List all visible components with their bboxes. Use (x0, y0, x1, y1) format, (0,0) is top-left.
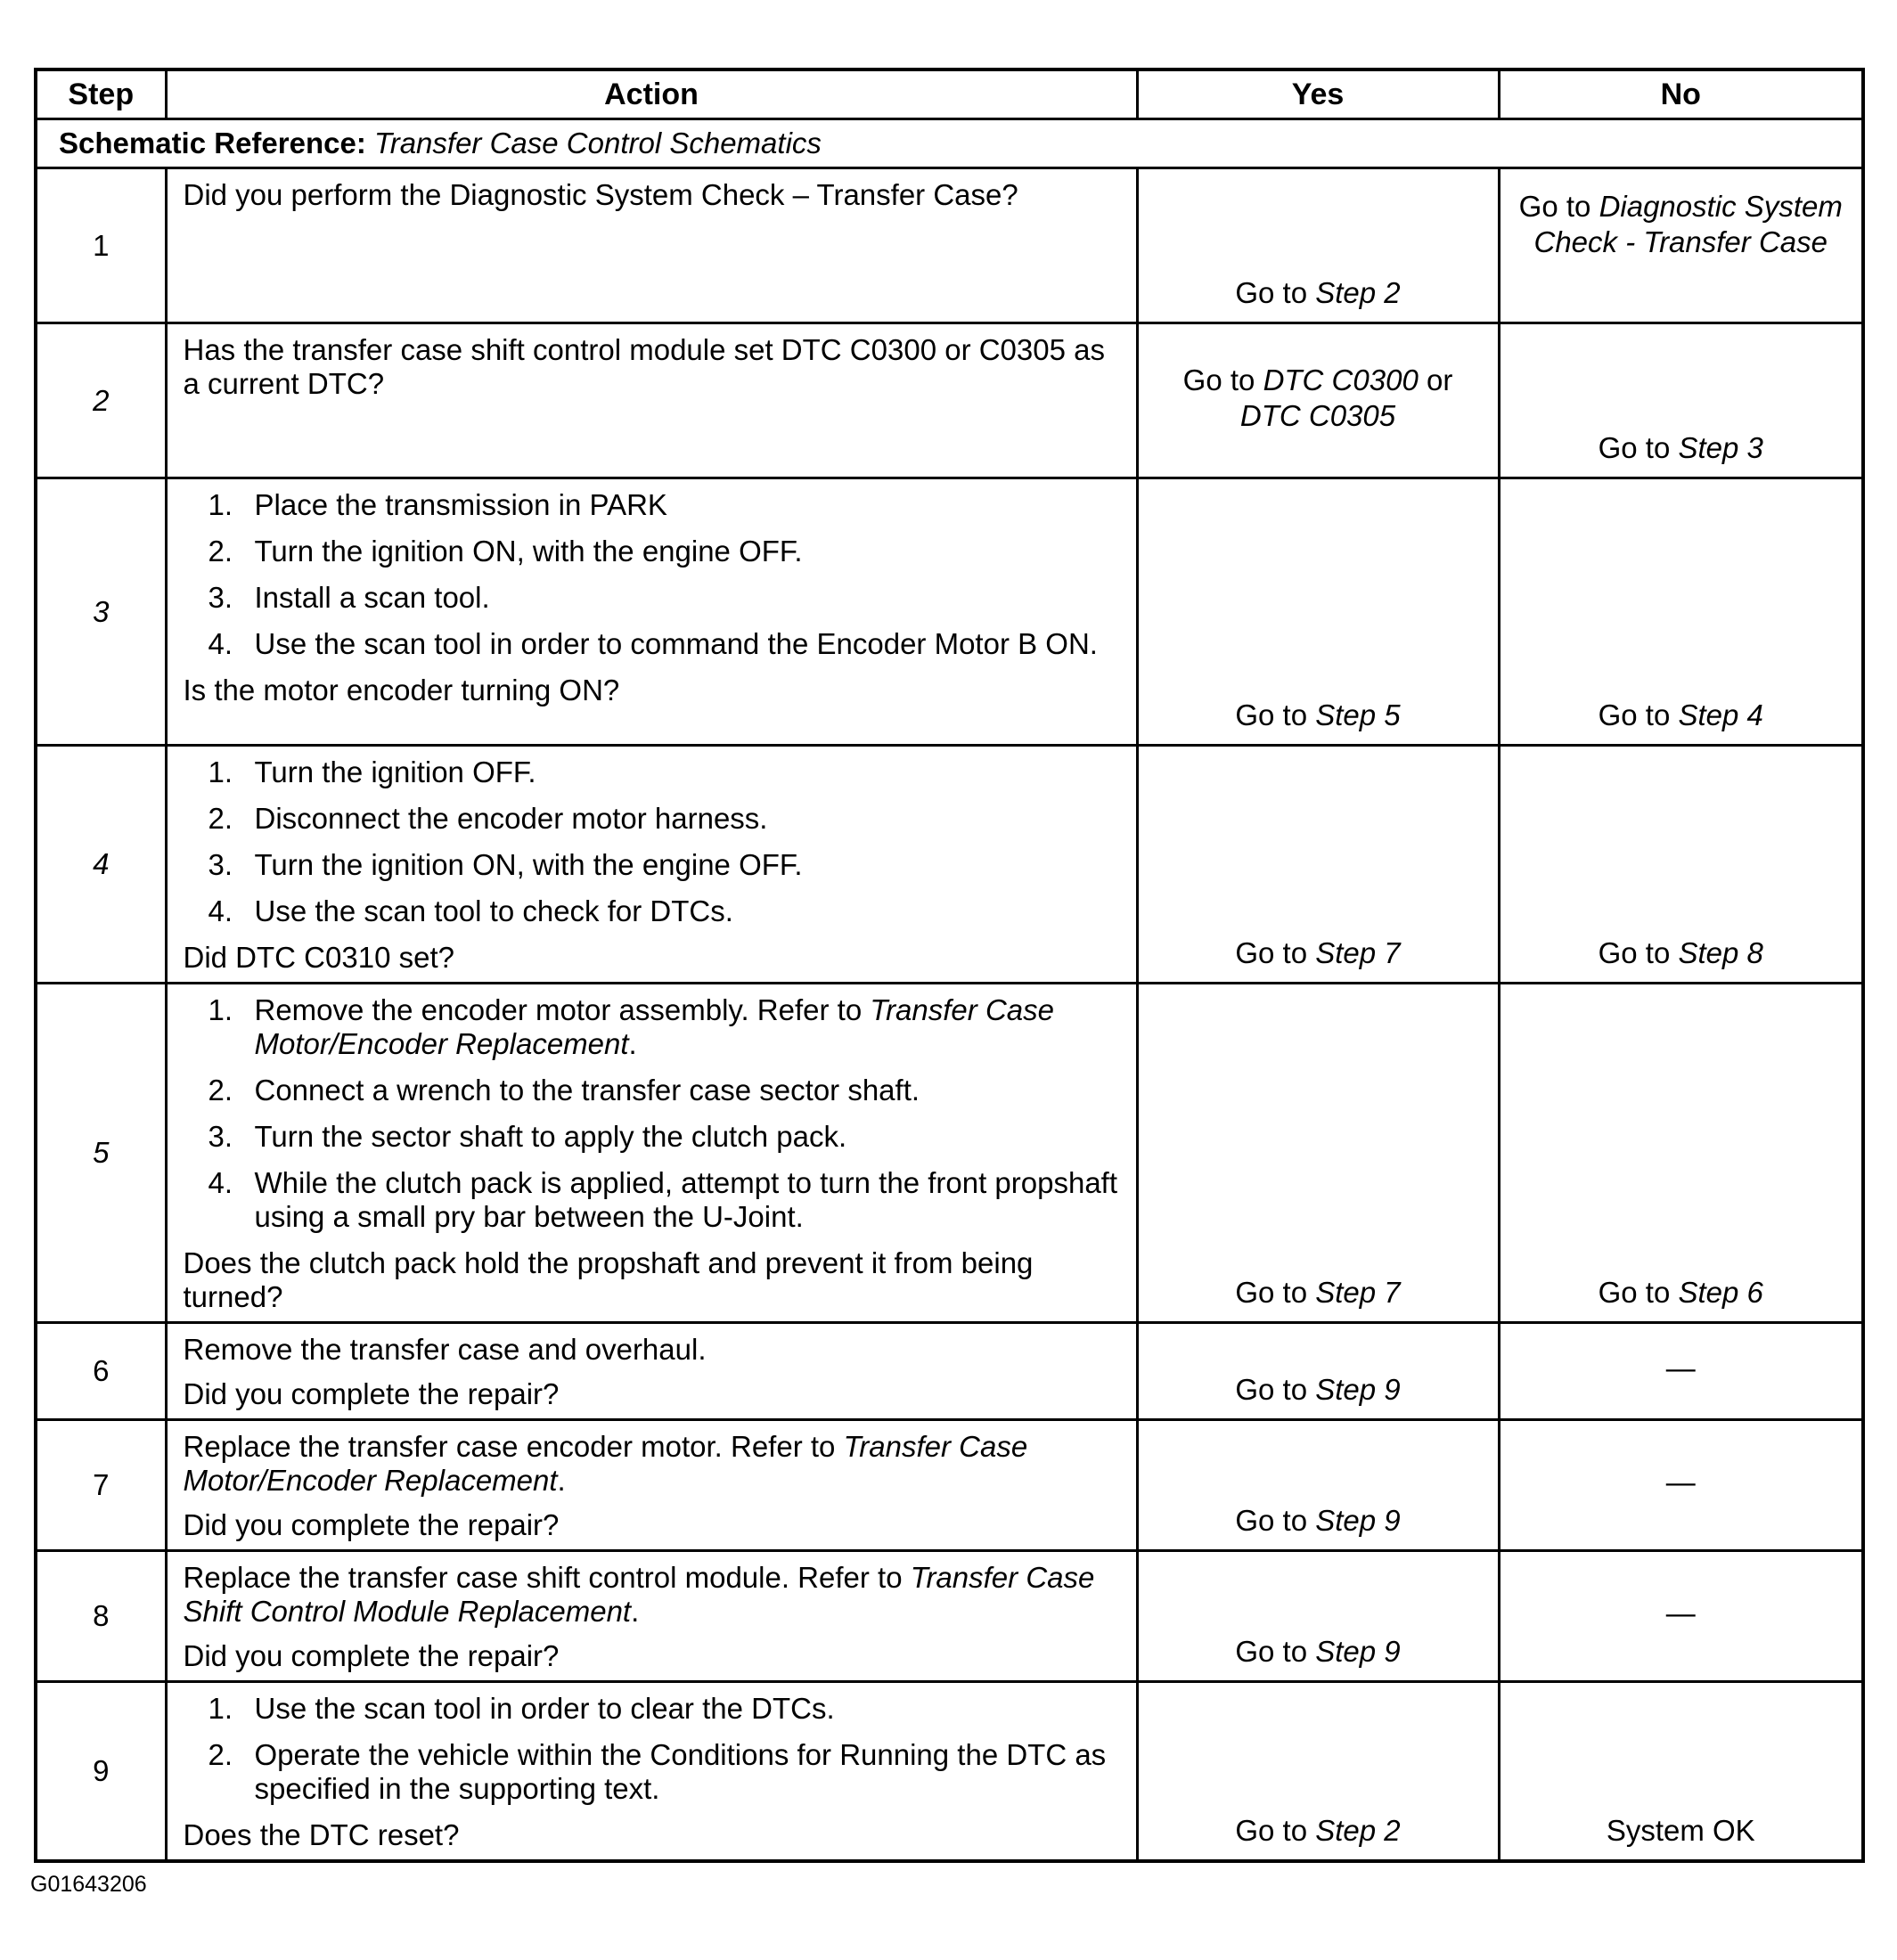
no-cell (1499, 168, 1863, 323)
action-question: Did you perform the Diagnostic System Check – Transfer Case? (183, 178, 1018, 211)
item-text: Turn the ignition ON, with the engine OFF. (254, 535, 803, 568)
table-row (36, 1551, 1863, 1682)
no-cell (1499, 984, 1863, 1323)
table-row (36, 168, 1863, 323)
item-text: Turn the sector shaft to apply the clutch pack. (254, 1120, 847, 1153)
header-no: No (1499, 69, 1863, 119)
action-instruction: Remove the transfer case and overhaul. (183, 1333, 707, 1366)
action-question: Does the clutch pack hold the propshaft and prevent it from being turned? (183, 1246, 1034, 1313)
item-number: 1. (208, 755, 233, 788)
no-cell (1499, 746, 1863, 984)
procedure-item (184, 802, 1120, 836)
action-question: Does the DTC reset? (183, 1818, 460, 1851)
item-number: 2. (208, 535, 233, 568)
item-text: Remove the encoder motor assembly. Refer to (254, 993, 871, 1026)
step-number: 1 (36, 168, 166, 323)
yes-prefix: Go to (1235, 1814, 1316, 1847)
table-row (36, 1420, 1863, 1551)
yes-target: Step 9 (1315, 1504, 1401, 1537)
yes-prefix: Go to (1235, 698, 1316, 731)
yes-cell (1137, 323, 1499, 478)
item-number: 1. (208, 993, 233, 1026)
procedure-item (184, 848, 1120, 882)
procedure-item (184, 993, 1120, 1061)
yes-target: Step 2 (1315, 1814, 1401, 1847)
header-step: Step (36, 69, 166, 119)
diagnostic-table (34, 68, 1865, 1863)
procedure-item (184, 755, 1120, 789)
action-cell (166, 168, 1137, 323)
table-row (36, 746, 1863, 984)
table-row (36, 984, 1863, 1323)
yes-mid: or (1418, 363, 1453, 396)
procedure-item (184, 1120, 1120, 1154)
action-cell (166, 746, 1137, 984)
yes-target: Step 7 (1315, 1276, 1401, 1309)
action-cell (166, 1420, 1137, 1551)
step-number: 6 (36, 1323, 166, 1420)
yes-prefix: Go to (1235, 936, 1316, 969)
no-cell (1499, 323, 1863, 478)
no-prefix: Go to (1598, 936, 1679, 969)
no-target: Diagnostic System Check - Transfer Case (1533, 190, 1843, 258)
yes-cell (1137, 746, 1499, 984)
no-cell (1499, 1551, 1863, 1682)
instruction-reference: Transfer Case Shift Control Module Replacement (183, 1561, 1095, 1628)
item-number: 1. (208, 1692, 233, 1725)
no-cell (1499, 1682, 1863, 1862)
item-text: Use the scan tool to check for DTCs. (254, 894, 733, 927)
table-row (36, 478, 1863, 746)
yes-cell (1137, 984, 1499, 1323)
no-target: Step 6 (1678, 1276, 1763, 1309)
figure-id: G01643206 (30, 1872, 147, 1897)
no-prefix: Go to (1598, 431, 1679, 464)
step-number: 5 (36, 984, 166, 1323)
table-row (36, 1682, 1863, 1862)
yes-cell (1137, 1420, 1499, 1551)
item-text: Use the scan tool in order to clear the DTCs. (254, 1692, 835, 1725)
item-text: Install a scan tool. (254, 581, 490, 614)
yes-prefix: Go to (1235, 1373, 1316, 1406)
yes-cell (1137, 168, 1499, 323)
item-reference: Transfer Case Motor/Encoder Replacement (254, 993, 1054, 1060)
action-cell (166, 1551, 1137, 1682)
instruction-text: Replace the transfer case shift control module. Refer to (183, 1561, 911, 1594)
item-number: 3. (208, 1120, 233, 1153)
yes-cell (1137, 1682, 1499, 1862)
no-cell (1499, 1323, 1863, 1420)
action-question: Has the transfer case shift control module set DTC C0300 or C0305 as a current DTC? (183, 333, 1105, 400)
header-yes: Yes (1137, 69, 1499, 119)
table-row (36, 1323, 1863, 1420)
procedure-item (184, 627, 1120, 661)
step-number: 4 (36, 746, 166, 984)
item-text: Disconnect the encoder motor harness. (254, 802, 768, 835)
item-number: 2. (208, 1738, 233, 1771)
action-instruction (184, 1430, 1120, 1498)
procedure-item (184, 488, 1120, 522)
item-text: Connect a wrench to the transfer case sector shaft. (254, 1074, 920, 1107)
item-number: 3. (208, 848, 233, 881)
yes-target: Step 9 (1315, 1635, 1401, 1668)
yes-target-2: DTC C0305 (1239, 398, 1396, 432)
instruction-end: . (631, 1595, 640, 1628)
yes-cell (1137, 478, 1499, 746)
action-cell (166, 984, 1137, 1323)
yes-cell (1137, 1323, 1499, 1420)
action-instruction (184, 1561, 1120, 1629)
no-cell (1499, 1420, 1863, 1551)
yes-target: Step 2 (1315, 276, 1401, 309)
action-question: Did you complete the repair? (183, 1639, 560, 1672)
action-cell (166, 1682, 1137, 1862)
procedure-list (184, 755, 1120, 928)
step-number: 9 (36, 1682, 166, 1862)
step-number: 3 (36, 478, 166, 746)
procedure-list (184, 488, 1120, 661)
item-number: 4. (208, 894, 233, 927)
yes-target: Step 5 (1315, 698, 1401, 731)
procedure-item (184, 1692, 1120, 1726)
table-header-row (36, 69, 1863, 119)
yes-cell (1137, 1551, 1499, 1682)
item-number: 1. (208, 488, 233, 521)
action-cell (166, 323, 1137, 478)
item-number: 3. (208, 581, 233, 614)
procedure-list (184, 993, 1120, 1234)
no-dash: — (1665, 1352, 1696, 1384)
yes-prefix: Go to (1235, 276, 1316, 309)
yes-target: Step 9 (1315, 1373, 1401, 1406)
schematic-reference-label: Schematic Reference: (59, 127, 366, 159)
yes-prefix: Go to (1235, 1635, 1316, 1668)
item-end: . (628, 1027, 637, 1060)
no-result: System OK (1606, 1814, 1755, 1847)
action-cell (166, 478, 1137, 746)
yes-prefix: Go to (1235, 1276, 1316, 1309)
procedure-item (184, 1166, 1120, 1234)
step-number: 7 (36, 1420, 166, 1551)
instruction-reference: Transfer Case Motor/Encoder Replacement (183, 1430, 1028, 1497)
item-text: Turn the ignition OFF. (254, 755, 536, 788)
table-row (36, 323, 1863, 478)
procedure-item (184, 581, 1120, 615)
action-question: Is the motor encoder turning ON? (183, 674, 620, 706)
action-question: Did you complete the repair? (183, 1377, 560, 1410)
item-text: While the clutch pack is applied, attempt to turn the front propshaft using a small pry bar between the U-Joint. (254, 1166, 1118, 1233)
no-target: Step 8 (1678, 936, 1763, 969)
header-action: Action (166, 69, 1137, 119)
procedure-item (184, 1074, 1120, 1107)
procedure-item (184, 535, 1120, 568)
no-prefix: Go to (1518, 190, 1599, 223)
procedure-list (184, 1692, 1120, 1806)
action-cell (166, 1323, 1137, 1420)
procedure-item (184, 1738, 1120, 1806)
no-prefix: Go to (1598, 1276, 1679, 1309)
item-text: Place the transmission in PARK (254, 488, 667, 521)
action-question: Did you complete the repair? (183, 1508, 560, 1541)
item-number: 2. (208, 802, 233, 835)
item-number: 4. (208, 627, 233, 660)
item-number: 4. (208, 1166, 233, 1199)
instruction-text: Replace the transfer case encoder motor. Refer to (183, 1430, 844, 1463)
schematic-reference-value: Transfer Case Control Schematics (374, 127, 822, 159)
yes-prefix: Go to (1235, 1504, 1316, 1537)
item-number: 2. (208, 1074, 233, 1107)
action-question: Did DTC C0310 set? (183, 941, 454, 974)
yes-prefix: Go to (1182, 363, 1263, 396)
no-cell (1499, 478, 1863, 746)
item-text: Use the scan tool in order to command the Encoder Motor B ON. (254, 627, 1098, 660)
no-target: Step 3 (1678, 431, 1763, 464)
item-text: Turn the ignition ON, with the engine OFF. (254, 848, 803, 881)
no-dash: — (1665, 1597, 1696, 1629)
step-number: 8 (36, 1551, 166, 1682)
schematic-reference (36, 119, 1863, 168)
step-number: 2 (36, 323, 166, 478)
yes-target: Step 7 (1315, 936, 1401, 969)
no-target: Step 4 (1678, 698, 1763, 731)
no-prefix: Go to (1598, 698, 1679, 731)
instruction-end: . (557, 1464, 566, 1497)
yes-target: DTC C0300 (1263, 363, 1419, 396)
schematic-reference-row (36, 119, 1863, 168)
item-text: Operate the vehicle within the Conditions for Running the DTC as specified in the supporting text. (254, 1738, 1107, 1805)
no-dash: — (1665, 1466, 1696, 1499)
procedure-item (184, 894, 1120, 928)
